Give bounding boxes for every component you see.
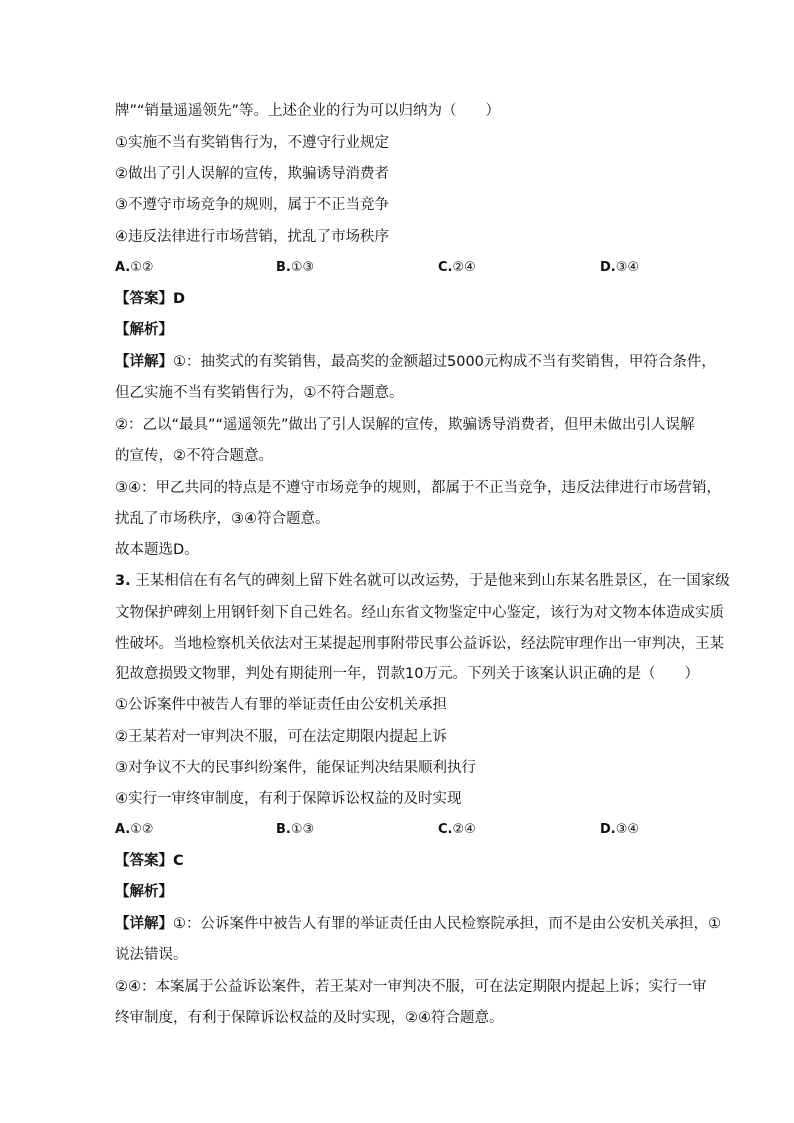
q3-detail-line-3: ②④：本案属于公益诉讼案件，若王某对一审判决不服，可在法定期限内提起上诉；实行一审 bbox=[115, 979, 707, 995]
q2-detail-line-2: 但乙实施不当有奖销售行为，①不符合题意。 bbox=[115, 385, 404, 401]
q2-answer: 【答案】D bbox=[115, 291, 186, 307]
q3-option-b: B.①③ bbox=[276, 822, 315, 837]
q2-stem-tail: 牌”“销量遥遥领先”等。上述企业的行为可以归纳为（ ） bbox=[115, 103, 501, 119]
q2-option-b: B.①③ bbox=[276, 260, 315, 275]
q3-detail-line-4: 终审制度，有利于保障诉讼权益的及时实现，②④符合题意。 bbox=[115, 1010, 504, 1026]
q3-stem-line-2: 文物保护碑刻上用钢钎刻下自己姓名。经山东省文物鉴定中心鉴定，该行为对文物本体造成实质 bbox=[115, 605, 724, 621]
q2-option-c: C.②④ bbox=[438, 260, 476, 275]
q2-detail-line-5: ③④：甲乙共同的特点是不遵守市场竞争的规则，都属于不正当竞争，违反法律进行市场营销， bbox=[115, 480, 721, 496]
q2-option-d: D.③④ bbox=[600, 260, 640, 275]
q3-detail-line-1: 【详解】①：公诉案件中被告人有罪的举证责任由人民检察院承担，而不是由公安机关承担，① bbox=[115, 916, 721, 932]
q2-detail-line-4: 的宣传，②不符合题意。 bbox=[115, 448, 273, 464]
q3-statement-2: ②王某若对一审判决不服，可在法定期限内提起上诉 bbox=[115, 729, 447, 745]
q2-statement-1: ①实施不当有奖销售行为，不遵守行业规定 bbox=[115, 135, 389, 151]
q3-stem-line-1: 3. 王某相信在有名气的碑刻上留下姓名就可以改运势，于是他来到山东某名胜景区，在一国家级 bbox=[115, 573, 730, 589]
q3-stem-line-4: 犯故意损毁文物罪，判处有期徒刑一年，罚款10万元。下列关于该案认识正确的是（ ） bbox=[115, 666, 699, 682]
q3-statement-4: ④实行一审终审制度，有利于保障诉讼权益的及时实现 bbox=[115, 791, 462, 807]
q2-statement-2: ②做出了引人误解的宣传，欺骗诱导消费者 bbox=[115, 166, 389, 182]
q2-detail-line-1: 【详解】①：抽奖式的有奖销售，最高奖的金额超过5000元构成不当有奖销售，甲符合条件， bbox=[115, 354, 716, 370]
q3-option-d: D.③④ bbox=[600, 822, 640, 837]
q3-statement-1: ①公诉案件中被告人有罪的举证责任由公安机关承担 bbox=[115, 697, 447, 713]
q2-statement-3: ③不遵守市场竞争的规则，属于不正当竞争 bbox=[115, 197, 389, 213]
q2-detail-line-6: 扰乱了市场秩序，③④符合题意。 bbox=[115, 511, 330, 527]
q2-analysis-label: 【解析】 bbox=[115, 322, 173, 338]
q2-option-a: A.①② bbox=[115, 260, 154, 275]
q3-statement-3: ③对争议不大的民事纠纷案件，能保证判决结果顺利执行 bbox=[115, 760, 476, 776]
q2-statement-4: ④违反法律进行市场营销，扰乱了市场秩序 bbox=[115, 229, 389, 245]
q3-option-a: A.①② bbox=[115, 822, 154, 837]
q3-stem-line-3: 性破坏。当地检察机关依法对王某提起刑事附带民事公益诉讼，经法院审理作出一审判决，王某 bbox=[115, 636, 724, 652]
q3-detail-line-2: 说法错误。 bbox=[115, 947, 188, 963]
q3-analysis-label: 【解析】 bbox=[115, 884, 173, 900]
q2-detail-line-3: ②：乙以“最具”“遥遥领先”做出了引人误解的宣传，欺骗诱导消费者，但甲未做出引人误解 bbox=[115, 417, 695, 433]
q2-conclusion: 故本题选D。 bbox=[115, 542, 199, 558]
q3-answer: 【答案】C bbox=[115, 853, 184, 869]
q3-option-c: C.②④ bbox=[438, 822, 476, 837]
